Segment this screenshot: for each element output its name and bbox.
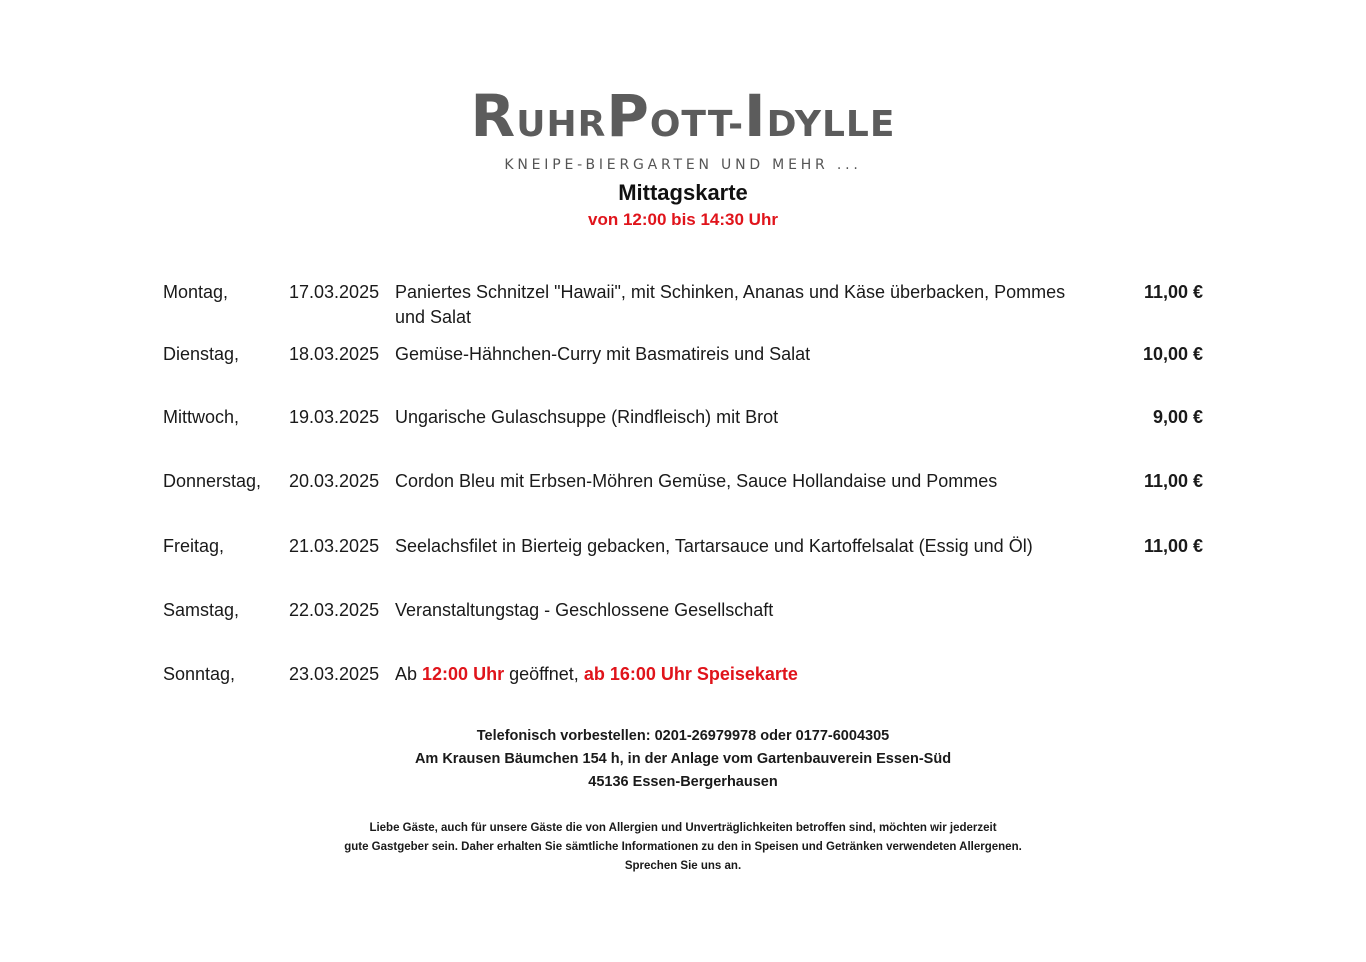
menu-card-highlight: ab 16:00 Uhr Speisekarte — [583, 664, 798, 684]
menu-day: Dienstag, — [163, 344, 240, 364]
menu-date: 22.03.2025 — [289, 600, 380, 620]
menu-row-friday — [163, 534, 1203, 598]
allergy-note-line: gute Gastgeber sein. Daher erhalten Sie sämtliche Informationen zu den in Speisen und Getränken verwendeten Allergenen. — [344, 841, 1022, 853]
menu-day: Mittwoch, — [163, 407, 240, 427]
menu-date: 21.03.2025 — [289, 536, 380, 556]
menu-dish: Seelachsfilet in Bierteig gebacken, Tartarsauce und Kartoffelsalat (Essig und Öl) — [395, 536, 1033, 556]
logo-tagline: KNEIPE-BIERGARTEN UND MEHR ... — [504, 157, 862, 173]
menu-dish: Paniertes Schnitzel "Hawaii", mit Schinken, Ananas und Käse überbacken, Pommes und Salat — [395, 282, 1066, 327]
menu-day: Samstag, — [163, 600, 240, 620]
menu-dish — [395, 662, 1095, 687]
menu-day: Donnerstag, — [163, 471, 262, 491]
contact-info — [0, 725, 1366, 794]
logo-wordmark: RUHRPOTT-IDYLLE — [470, 82, 896, 150]
menu-list — [163, 280, 1203, 692]
dish-text: Ab — [395, 664, 423, 684]
menu-date: 23.03.2025 — [289, 664, 380, 684]
menu-price: 10,00 € — [1142, 344, 1203, 364]
contact-city: 45136 Essen-Bergerhausen — [588, 774, 778, 790]
menu-price: 11,00 € — [1143, 471, 1203, 491]
allergy-note — [0, 819, 1366, 876]
menu-row-sunday — [163, 662, 1203, 692]
logo — [0, 82, 1366, 173]
opening-time-highlight: 12:00 Uhr — [422, 664, 505, 684]
dish-text: geöffnet, — [504, 664, 584, 684]
menu-dish: Cordon Bleu mit Erbsen-Möhren Gemüse, Sauce Hollandaise und Pommes — [395, 471, 998, 491]
allergy-note-line: Sprechen Sie uns an. — [624, 860, 742, 872]
menu-day: Sonntag, — [163, 664, 236, 684]
allergy-note-line: Liebe Gäste, auch für unsere Gäste die von Allergien und Unverträglichkeiten betroffen sind, möchten wir jederzeit — [369, 822, 997, 834]
menu-date: 17.03.2025 — [289, 282, 380, 302]
menu-date: 20.03.2025 — [289, 471, 380, 491]
menu-row-tuesday — [163, 342, 1203, 405]
contact-phone: Telefonisch vorbestellen: 0201-26979978 oder 0177-6004305 — [476, 728, 890, 744]
menu-row-thursday — [163, 469, 1203, 534]
menu-dish: Ungarische Gulaschsuppe (Rindfleisch) mit Brot — [395, 407, 779, 427]
menu-price: 11,00 € — [1143, 536, 1203, 556]
menu-day: Freitag, — [163, 536, 225, 556]
menu-row-wednesday — [163, 405, 1203, 469]
menu-price: 9,00 € — [1152, 407, 1203, 427]
menu-date: 19.03.2025 — [289, 407, 380, 427]
menu-row-saturday — [163, 598, 1203, 662]
menu-day: Montag, — [163, 282, 229, 302]
opening-hours: von 12:00 bis 14:30 Uhr — [588, 210, 778, 229]
page-title: Mittagskarte — [618, 180, 748, 205]
menu-dish: Gemüse-Hähnchen-Curry mit Basmatireis und Salat — [395, 344, 811, 364]
menu-row-monday — [163, 280, 1203, 342]
menu-date: 18.03.2025 — [289, 344, 380, 364]
contact-address: Am Krausen Bäumchen 154 h, in der Anlage vom Gartenbauverein Essen-Süd — [414, 751, 952, 767]
menu-price: 11,00 € — [1143, 282, 1203, 302]
menu-dish: Veranstaltungstag - Geschlossene Gesellschaft — [395, 600, 774, 620]
